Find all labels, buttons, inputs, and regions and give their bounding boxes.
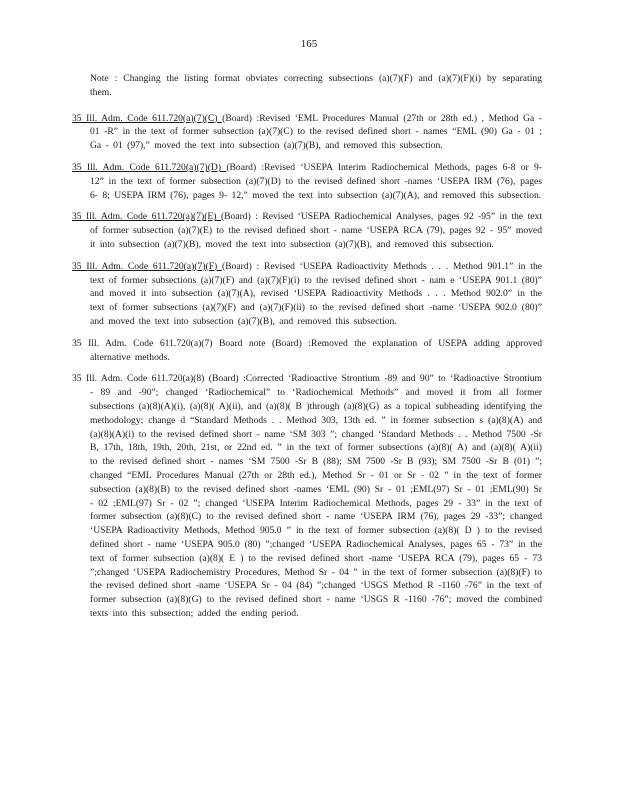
- amendment-entry: [72, 337, 542, 365]
- amendment-entry: [72, 112, 542, 153]
- amendment-entry: [72, 260, 542, 329]
- page-number: 165: [300, 38, 318, 50]
- amendment-entry: [72, 372, 542, 620]
- entry-text: (Board) :Revised ‘USEPA Interim Radiochemical Methods, pages 6-8 or 9-12” in the text of former subsection (a)(7)(D) to the revised defined short -names ‘USEPA IRM (76), pages 6- 8; USEPA IRM (76), pages 9- 12,” moved the text into subsection (a)(7)(A), and removed this subsection.: [90, 161, 542, 201]
- page-body: [72, 72, 542, 629]
- entry-text: (Board) : Revised ‘USEPA Radiochemical Analyses, pages 92 -95” in the text of former subsection (a)(7)(E) to the revised defined short - name ‘USEPA RCA (79), pages 92 - 95” moved it into subsection (a)(7)(B), moved the text into subsection (a)(7)(B), and removed this subsection.: [90, 211, 542, 250]
- entry-citation: 35 Ill. Adm. Code 611.720(a)(7): [72, 337, 219, 349]
- amendment-entry: [72, 161, 542, 202]
- entry-text: Board note (Board) :Removed the explanation of USEPA adding approved alternative methods.: [90, 337, 542, 363]
- entry-text: (Board) : Revised ‘USEPA Radioactivity Methods . . . Method 901.1” in the text of former subsections (a)(7)(F) and (a)(7)(F)(i) to the revised defined short - nam e ‘USEPA 901.1 (80)” and moved it into subsection (a)(7)(A), revised ‘USEPA Radioactivity Methods . . . Method 902.0” in the text of former subsections (a)(7)(F) and (a)(7)(F)(ii) to the revised defined short -name ‘USEPA 902.0 (80)” and moved the text into subsection (a)(7)(B), and removed this subsection.: [90, 260, 542, 327]
- entry-citation: 35 Ill. Adm. Code 611.720(a)(8): [72, 373, 209, 385]
- entry-citation: 35 Ill. Adm. Code 611.720(a)(7)(E): [72, 211, 221, 223]
- entry-text: (Board) :Corrected ‘Radioactive Strontium -89 and 90” to ‘Radioactive Strontium - 89 and -90”; changed ‘Radiochemical” to ‘Radiochemical Methods” and moved it from all former subsections (a)(8)(A)(i), (a)(8)( A)(ii), and (a)(8)( B )through (a)(8)(G) as a topical subheading identifying the methodology; change d “Standard Methods . . Method 303, 13th ed. ” in former subsection s (a)(8)(A) and (a)(8)(A)(i) to the revised defined short - name ‘SM 303 ”; changed ‘Standard Methods . . Method 7500 -Sr B, 17th, 18th, 19th, 20th, 21st, or 22nd ed. ” in the text of former subsections (a)(8)( A) and (a)(8)( A)(ii) to the revised defined short - names ‘SM 7500 -Sr B (88); SM 7500 -Sr B (93); SM 7500 -Sr B (01) ”; changed “EML Procedures Manual (27th or 28th ed.), Method Sr - 01 or Sr - 02 ” in the text of former subsection (a)(8)(B) to the revised defined short -names ‘EML (90) Sr - 01 ;EML(97) Sr - 01 ;EML(90) Sr - 02 ;EML(97) Sr - 02 ”; changed ‘USEPA Interim Radiochemical Methods, pages 29 - 33” in the text of former subsection (a)(8)(C) to the revised defined short - name ‘USEPA IRM (76), pages 29 -33”; changed ‘USEPA Radioactivity Methods, Method 905.0 ” in the text of former subsection (a)(8)( D ) to the revised defined short - name ‘USEPA 905.0 (80) ”;changed ‘USEPA Radiochemical Analyses, pages 65 - 73” in the text of former subsection (a)(8)( E ) to the revised defined short -name ‘USEPA RCA (79), pages 65 - 73 ”;changed ‘USEPA Radiochemistry Procedures, Method Sr - 04 ” in the text of former subsection (a)(8)(F) to the revised defined short -name ‘USEPA Sr - 04 (84) ”;changed ‘USGS Method R -1160 -76” in the text of former subsection (a)(8)(G) to the revised defined short - name ‘USGS R -1160 -76”; moved the combined texts into this subsection; added the ending period.: [90, 373, 542, 619]
- entry-citation: 35 Ill. Adm. Code 611.720(a)(7)(C): [72, 112, 223, 124]
- entry-text: (Board) :Revised ‘EML Procedures Manual (27th or 28th ed.) , Method Ga - 01 -R” in the text of former subsection (a)(7)(C) to the revised defined short - names “EML (90) Ga - 01 ; Ga - 01 (97),” moved the text into subsection (a)(7)(B), and removed this subsection.: [90, 112, 543, 152]
- note-paragraph: Note : Changing the listing format obviates correcting subsections (a)(7)(F) and (a)(7)(F)(i) by separating them.: [90, 73, 542, 98]
- entry-citation: 35 Ill. Adm. Code 611.720(a)(7)(F): [72, 260, 222, 272]
- entry-citation: 35 Ill. Adm. Code 611.720(a)(7)(D): [72, 161, 227, 173]
- amendment-entry: [72, 210, 542, 251]
